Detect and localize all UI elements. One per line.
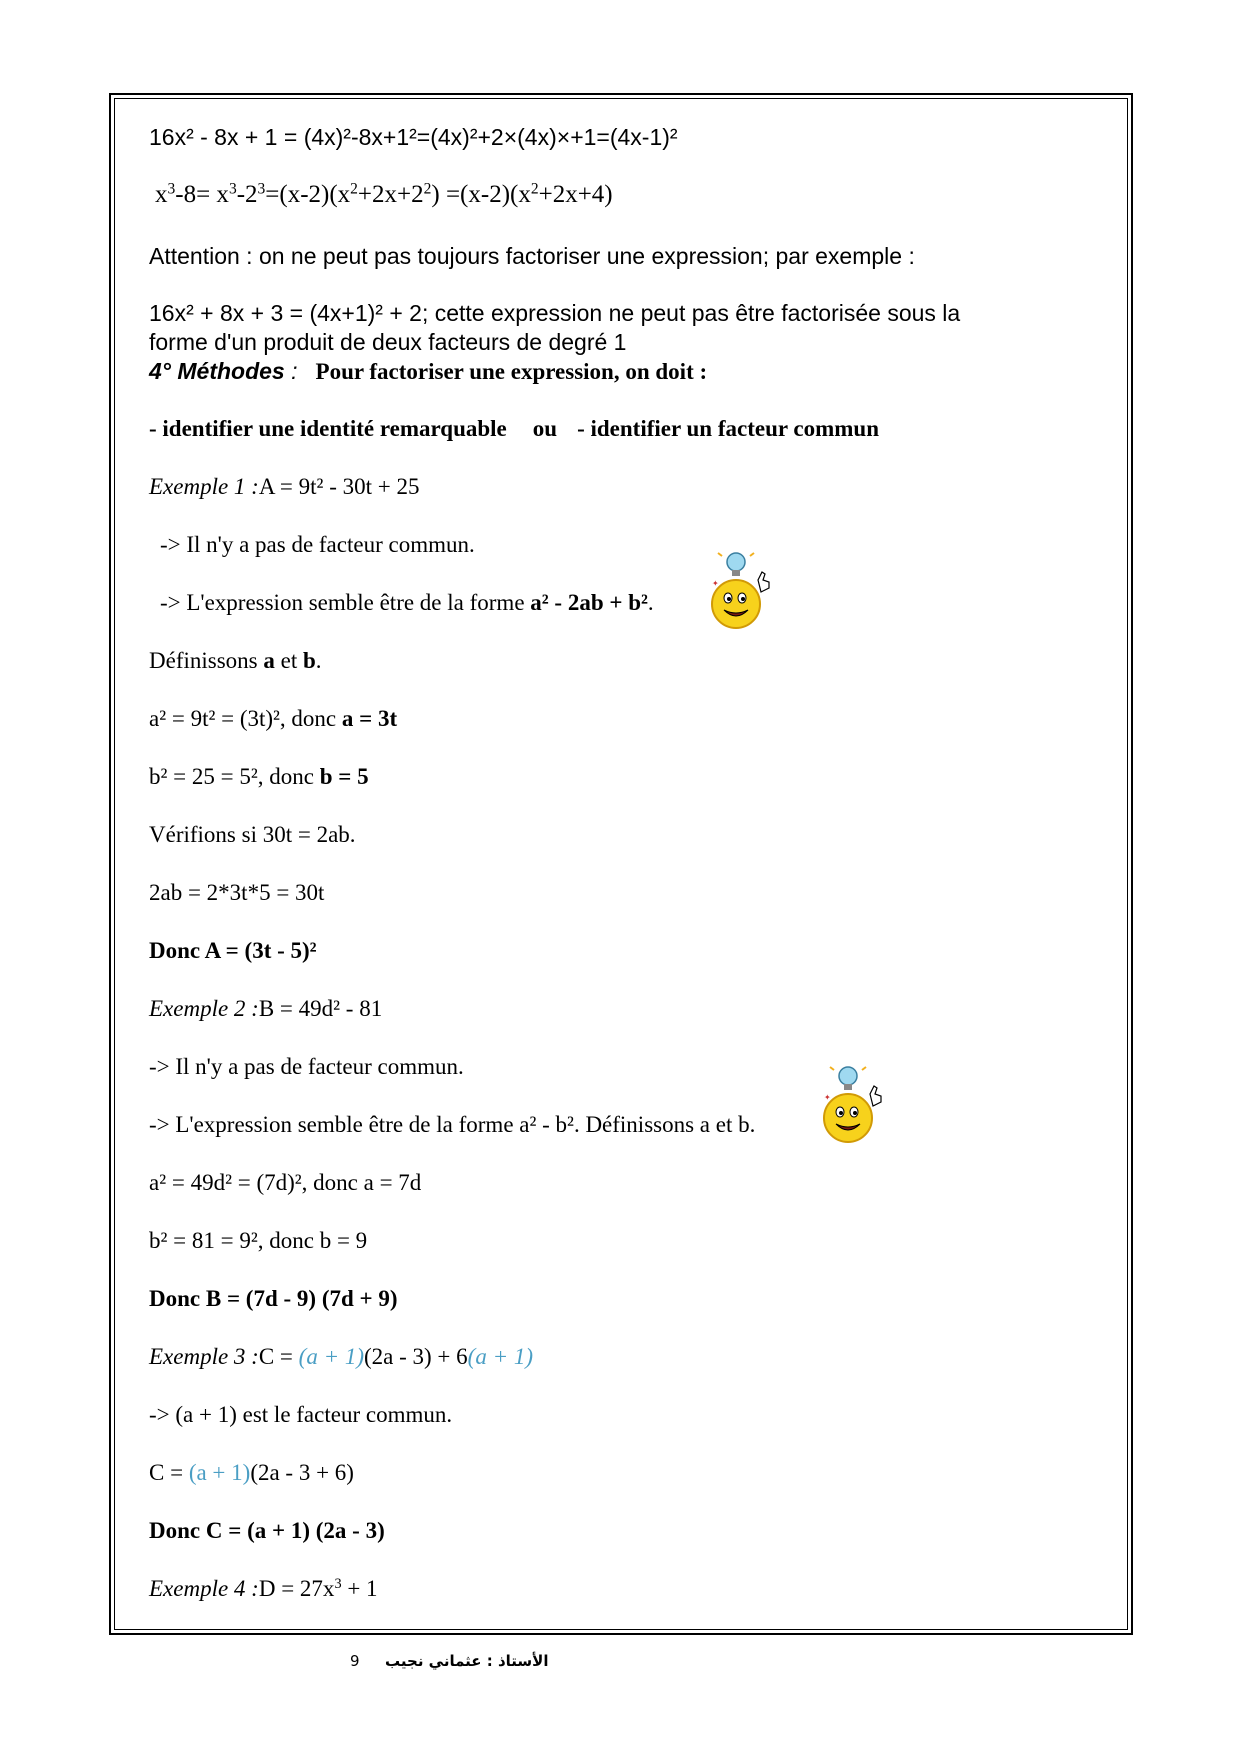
example-3-title: Exemple 3 :C = (a + 1)(2a - 3) + 6(a + 1) (149, 1344, 534, 1369)
page-footer (0, 1652, 1240, 1682)
example-1-calc: 2ab = 2*3t*5 = 30t (149, 880, 325, 905)
example-1-no-common-factor: -> Il n'y a pas de facteur commun. (160, 532, 475, 557)
methodes-heading: 4° Méthodes : Pour factoriser une expression, on doit : (149, 358, 708, 384)
example-2-no-common-factor: -> Il n'y a pas de facteur commun. (149, 1054, 464, 1079)
example-3-result: Donc C = (a + 1) (2a - 3) (149, 1518, 385, 1543)
page-frame-inner (114, 98, 1128, 1630)
example-1-result: Donc A = (3t - 5)² (149, 938, 317, 963)
non-factorable-line-2: forme d'un produit de deux facteurs de degré 1 (149, 329, 627, 355)
author-name: الأستاذ : عثماني نجيب (385, 1652, 549, 1670)
example-1-define: Définissons a et b. (149, 648, 322, 673)
example-1-title: Exemple 1 :A = 9t² - 30t + 25 (149, 474, 420, 499)
example-2-form: -> L'expression semble être de la forme a² - b². Définissons a et b. (149, 1112, 756, 1137)
example-4-title: Exemple 4 :D = $27x^3 + 1$ (149, 1576, 378, 1601)
example-1-verify: Vérifions si 30t = 2ab. (149, 822, 356, 847)
example-3-common-factor: -> (a + 1) est le facteur commun. (149, 1402, 453, 1427)
example-2-b-value: b² = 81 = 9², donc b = 9 (149, 1228, 368, 1253)
svg-text:✦: ✦ (712, 579, 719, 588)
attention-line: Attention : on ne peut pas toujours factoriser une expression; par exemple : (149, 243, 915, 269)
example-1-a-value: a² = 9t² = (3t)², donc a = 3t (149, 706, 398, 731)
example-2-a-value: a² = 49d² = (7d)², donc a = 7d (149, 1170, 422, 1195)
example-2-result: Donc B = (7d - 9) (7d + 9) (149, 1286, 398, 1311)
identify-line: - identifier une identité remarquable ou - identifier un facteur commun (149, 416, 880, 441)
non-factorable-line-1: 16x² + 8x + 3 = (4x+1)² + 2; cette expression ne peut pas être factorisée sous la (149, 300, 961, 326)
cube-difference-line: $x^3-8= x^3-2^3=(x-2)(x^2+2x+2^2) =(x-2)(x^2+2x+4)$ (155, 180, 613, 208)
svg-text:✦: ✦ (824, 1093, 831, 1102)
example-1-form: -> L'expression semble être de la forme a² - 2ab + b². (160, 590, 654, 615)
example-3-factored: C = (a + 1)(2a - 3 + 6) (149, 1460, 354, 1485)
identity-line-1: 16x² - 8x + 1 = (4x)²-8x+1²=(4x)²+2×(4x)×+1=(4x-1)² (149, 124, 678, 150)
smiley-lightbulb-icon (820, 1064, 890, 1150)
example-1-b-value: b² = 25 = 5², donc b = 5 (149, 764, 369, 789)
page-number: 9 (350, 1652, 360, 1670)
example-2-title: Exemple 2 :B = 49d² - 81 (149, 996, 383, 1021)
smiley-lightbulb-icon (708, 550, 778, 636)
